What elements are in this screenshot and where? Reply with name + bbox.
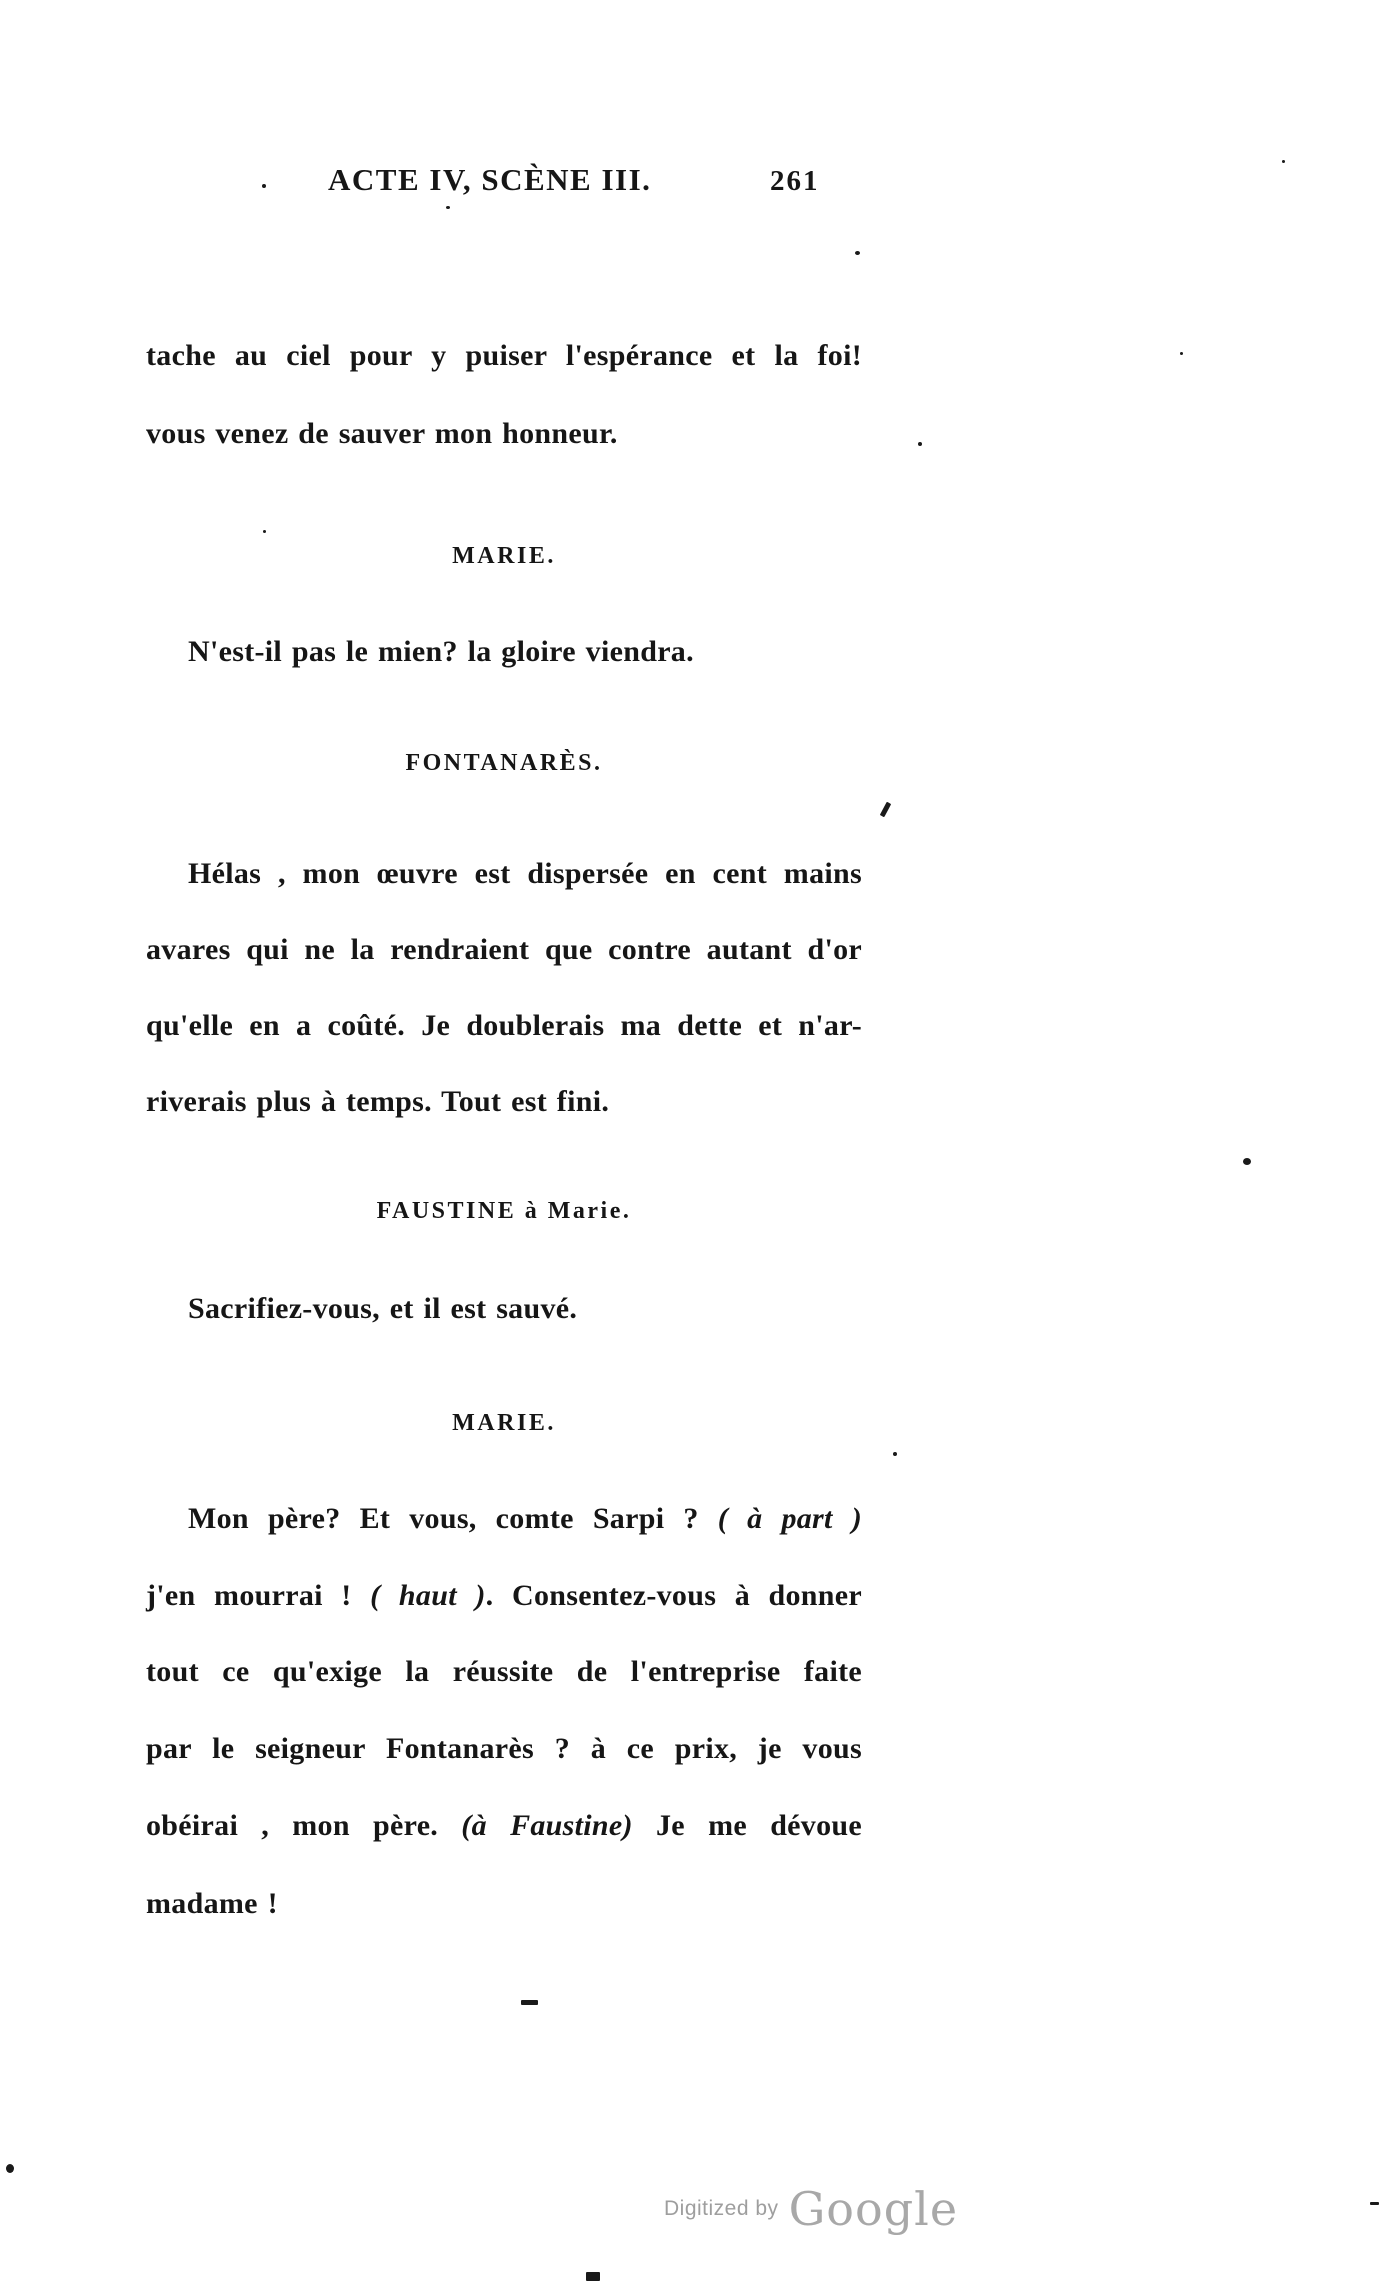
speech-line [146,1576,862,1617]
watermark [664,2182,959,2236]
speech-line [146,1499,862,1540]
speech-line: avares qui ne la rendraient que contre autant d'or [146,933,862,966]
page-number: 261 [770,165,820,197]
speaker-heading-faustine: FAUSTINE à Marie. [376,1198,632,1224]
scan-speck [262,184,266,188]
scan-speck [586,2272,600,2281]
watermark-prefix-text: Digitized by [664,2197,779,2220]
scan-speck [1282,160,1285,163]
google-logo: Google [788,2182,959,2236]
speech-line: par le seigneur Fontanarès ? à ce prix, je vous [146,1732,862,1765]
scan-speck [446,206,450,209]
speech-text: . Consentez-vous à donner [485,1579,862,1612]
speech-line: N'est-il pas le mien? la gloire viendra. [188,635,694,668]
speech-line: madame ! [146,1887,278,1920]
scan-speck [1370,2202,1379,2205]
scan-speck [521,2000,538,2005]
speech-line: qu'elle en a coûté. Je doublerais ma dette et n'ar- [146,1009,862,1042]
speech-line: tache au ciel pour y puiser l'espérance et la foi! [146,339,862,372]
stage-direction: ( à part ) [717,1502,862,1535]
scan-speck [1180,352,1183,355]
scan-speck [855,251,860,255]
stage-direction: (à Faustine) [461,1809,633,1842]
speaker-heading-marie: MARIE. [452,543,556,569]
speech-text: obéirai , mon père. [146,1809,462,1842]
speaker-heading-fontanares: FONTANARÈS. [405,750,603,776]
stage-direction: ( haut ) [370,1579,486,1612]
speech-line: vous venez de sauver mon honneur. [146,417,618,450]
speech-text: Mon père? Et vous, comte Sarpi ? [188,1502,718,1535]
speaker-heading-marie-2: MARIE. [452,1410,556,1436]
scan-speck [263,530,266,533]
speech-line: Hélas , mon œuvre est dispersée en cent mains [188,857,862,890]
scan-speck [1243,1158,1251,1165]
speech-line [146,1806,862,1847]
speech-text: j'en mourrai ! [146,1579,371,1612]
running-header-title: ACTE IV, SCÈNE III. [328,162,652,197]
scan-speck [893,1452,897,1456]
speech-line: riverais plus à temps. Tout est fini. [146,1085,610,1118]
speech-line: tout ce qu'exige la réussite de l'entreprise faite [146,1655,862,1688]
speech-text: Je me dévoue [632,1809,862,1842]
scan-speck [918,442,922,446]
scan-speck [6,2164,14,2173]
scan-speck [880,802,891,818]
speech-line: Sacrifiez-vous, et il est sauvé. [188,1292,578,1325]
